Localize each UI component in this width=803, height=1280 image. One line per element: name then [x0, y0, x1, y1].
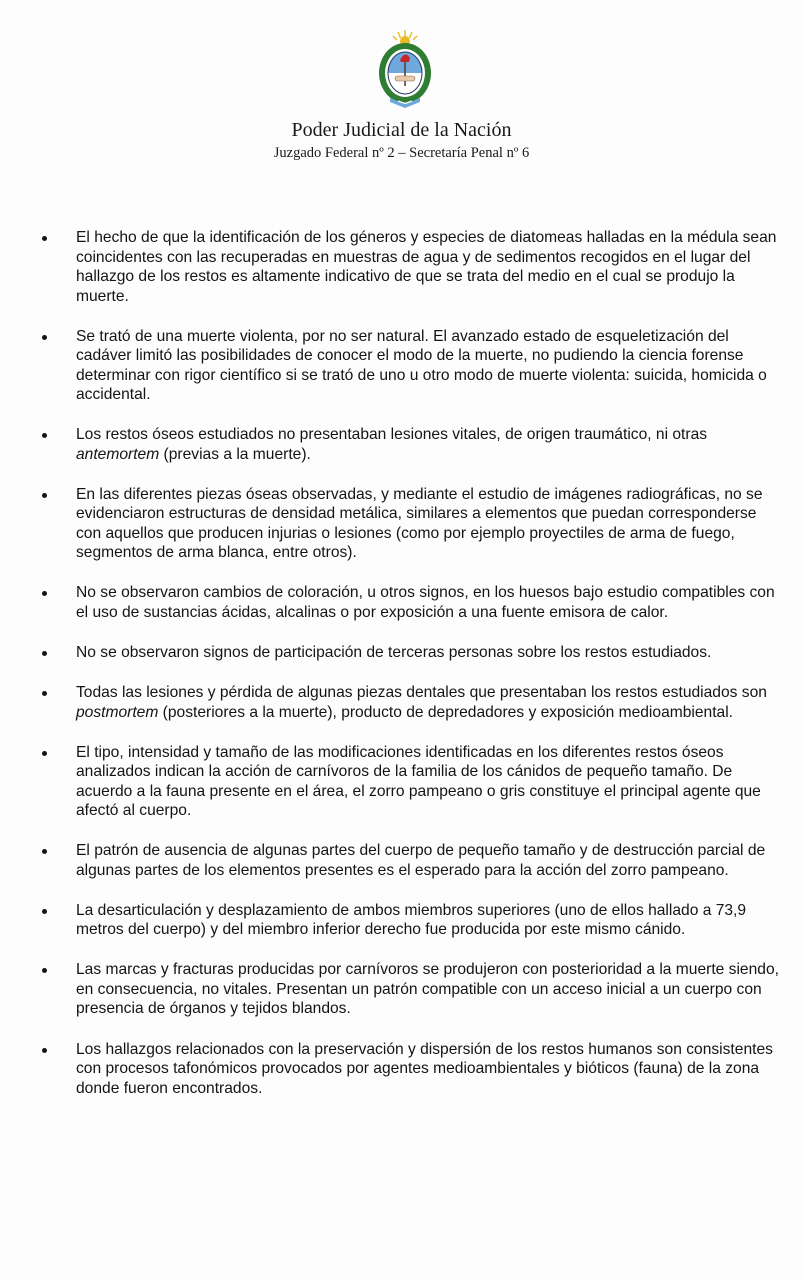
document-header: [0, 118, 803, 163]
list-item-italic-term: postmortem: [76, 703, 159, 721]
national-coat-of-arms-icon: [374, 28, 436, 112]
list-item: [0, 901, 803, 940]
list-item-text: La desarticulación y desplazamiento de ambos miembros superiores (uno de ellos hallado a 73,9 metros del cuerpo) y del miembro inferior derecho fue producida por este mismo cánido.: [76, 901, 747, 939]
list-item-text: No se observaron cambios de coloración, u otros signos, en los huesos bajo estudio compatibles con el uso de sustancias ácidas, alcalinas o por exposición a una fuente emisora de calor.: [76, 584, 775, 621]
bullet-icon: [42, 493, 47, 498]
list-item-text: Se trató de una muerte violenta, por no ser natural. El avanzado estado de esqueletización del cadáver limitó las posibilidades de conocer el modo de la muerte, no pudiendo la ciencia forense determinar con rigor científico si se trató de uno u otro modo de muerte violenta: suicida, homicida o accidental.: [76, 327, 767, 404]
list-item-text: En las diferentes piezas óseas observadas, y mediante el estudio de imágenes radiográficas, no se evidenciaron estructuras de densidad metálica, similares a elementos que puedan corresponderse con aquellos que producen injurias o lesiones (como por ejemplo proyectiles de arma de fuego, segmentos de arma blanca, entre otros).: [76, 485, 763, 562]
bullet-icon: [42, 909, 47, 914]
bullet-icon: [42, 751, 47, 756]
list-item: [0, 683, 803, 722]
list-item-text-before: Todas las lesiones y pérdida de algunas piezas dentales que presentaban los restos estudiados son: [76, 684, 767, 702]
list-item: [0, 643, 803, 663]
list-item: [0, 960, 803, 1019]
court-subtitle: Juzgado Federal nº 2 – Secretaría Penal nº 6: [273, 145, 530, 161]
institution-title: Poder Judicial de la Nación: [291, 119, 512, 141]
list-item: [0, 841, 803, 880]
list-item-text: El tipo, intensidad y tamaño de las modificaciones identificadas en los diferentes restos óseos analizados indican la acción de carnívoros de la familia de los cánidos de pequeño tamaño. De acuerdo a la fauna presente en el área, el zorro pampeano o gris constituye el principal agente que afectó al cuerpo.: [76, 743, 761, 820]
bullet-icon: [42, 335, 47, 340]
list-item-text-after: (posteriores a la muerte), producto de depredadores y exposición medioambiental.: [158, 703, 734, 721]
list-item: [0, 1040, 803, 1099]
list-item: [0, 228, 803, 306]
list-item: [0, 743, 803, 821]
bullet-icon: [42, 433, 47, 438]
list-item-text: Los hallazgos relacionados con la preservación y dispersión de los restos humanos son consistentes con procesos tafonómicos provocados por agentes medioambientales y bióticos (fauna) de la zona donde fueron encontrados.: [76, 1040, 773, 1097]
bullet-icon: [42, 1048, 47, 1053]
list-item-text: Las marcas y fracturas producidas por carnívoros se produjeron con posterioridad a la muerte siendo, en consecuencia, no vitales. Presentan un patrón compatible con un acceso inicial a un cuerpo con presencia de órganos y tejidos blandos.: [76, 961, 779, 1018]
list-item-text: El hecho de que la identificación de los géneros y especies de diatomeas halladas en la médula sean coincidentes con las recuperadas en muestras de agua y de sedimentos recogidos en el lugar del hallazgo de los restos es altamente indicativo de que se trata del medio en el cual se produjo la muerte.: [76, 229, 777, 305]
bullet-icon: [42, 591, 47, 596]
list-item: [0, 485, 803, 563]
list-item: [0, 425, 803, 464]
bullet-icon: [42, 691, 47, 696]
list-item-text: El patrón de ausencia de algunas partes del cuerpo de pequeño tamaño y de destrucción parcial de algunas partes de los elementos presentes es el esperado para la acción del zorro pampeano.: [76, 842, 766, 879]
findings-list: [0, 228, 803, 1119]
list-item: [0, 583, 803, 622]
list-item-text: No se observaron signos de participación de terceras personas sobre los restos estudiados.: [76, 643, 712, 661]
bullet-icon: [42, 651, 47, 656]
list-item-text-before: Los restos óseos estudiados no presentaban lesiones vitales, de origen traumático, ni otras: [76, 426, 708, 444]
bullet-icon: [42, 849, 47, 854]
list-item-text-after: (previas a la muerte).: [159, 445, 311, 463]
bullet-icon: [42, 968, 47, 973]
list-item-italic-term: antemortem: [76, 445, 160, 463]
bullet-icon: [42, 236, 47, 241]
list-item: [0, 327, 803, 405]
